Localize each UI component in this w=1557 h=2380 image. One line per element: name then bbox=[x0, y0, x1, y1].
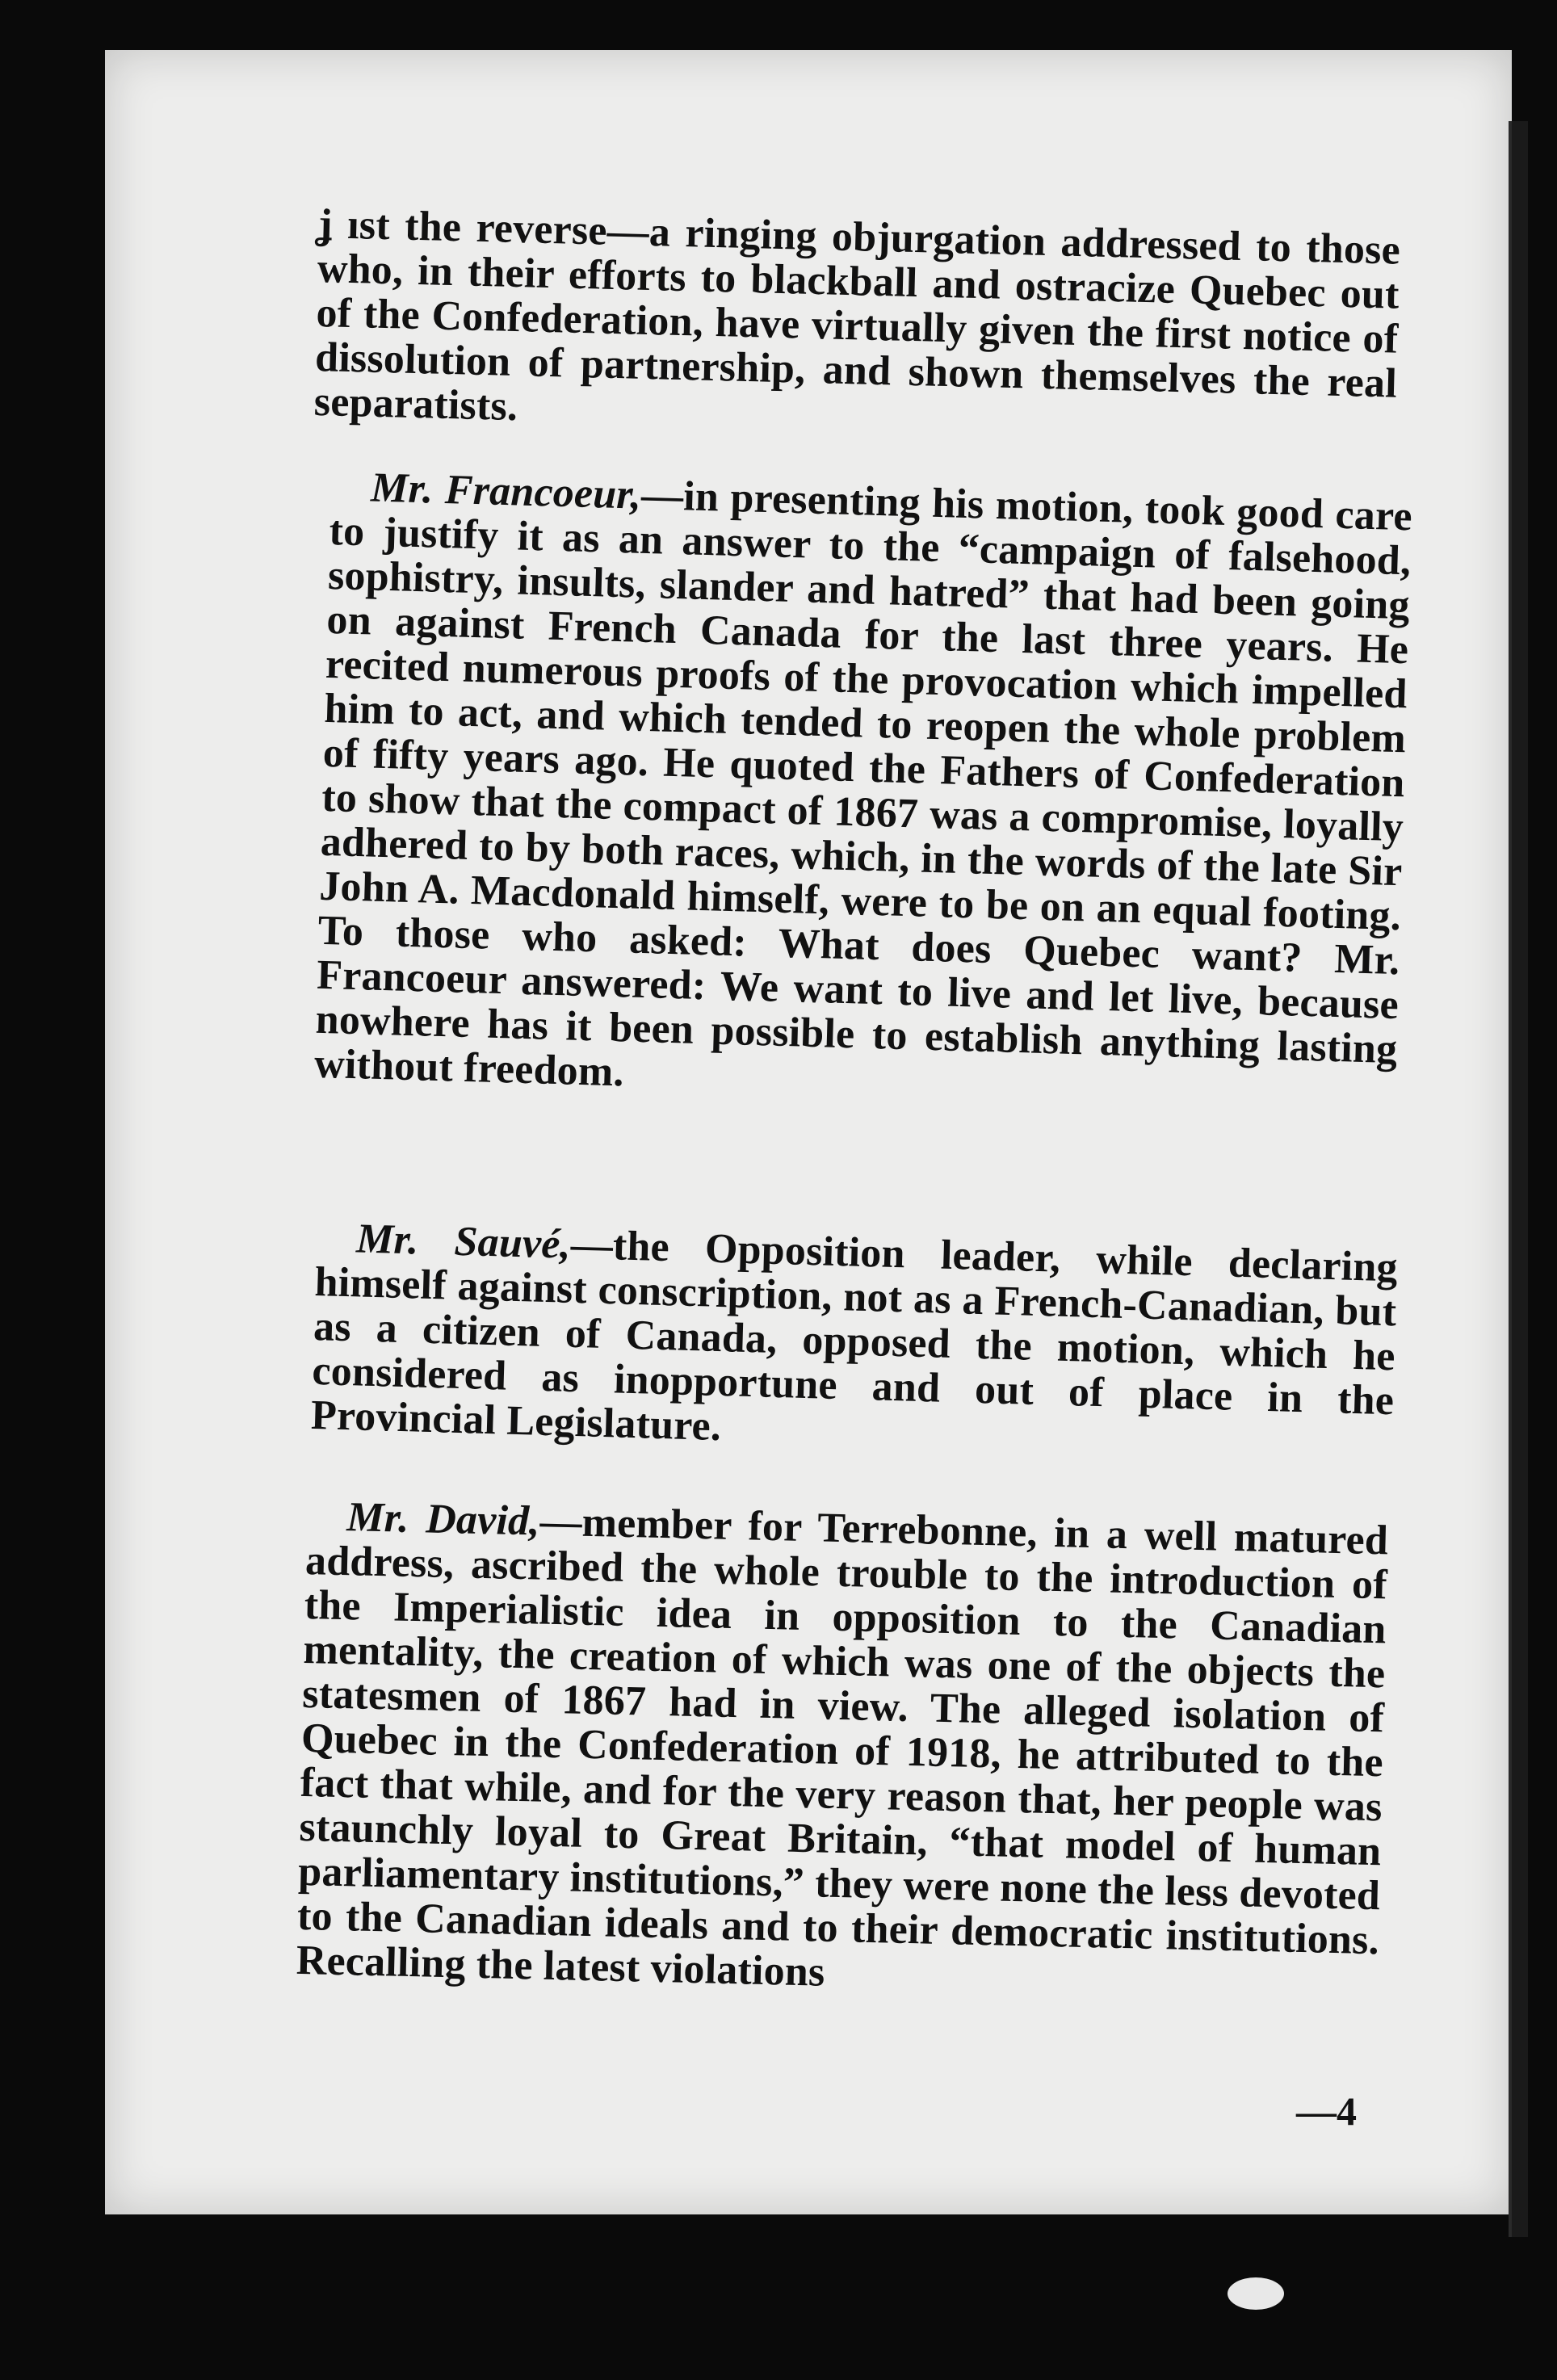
scan-artifact bbox=[1228, 2277, 1284, 2310]
page-edge bbox=[1509, 121, 1528, 2237]
paragraph-3-body bbox=[310, 1215, 1398, 1467]
paragraph-david bbox=[296, 1494, 1388, 2007]
paragraph-francoeur bbox=[314, 464, 1413, 1116]
paragraph-2-body bbox=[314, 464, 1413, 1116]
paragraph-1 bbox=[313, 202, 1400, 451]
paragraph-4-text: —member for Terrebonne, in a well matured address, ascribed the whole trouble to the introduction of the Imperialistic idea in opposition to the Canadian mentality, the creation of which was one of the objects the statesmen of 1867 had in view. The alleged isolation of Quebec in the Confederation of 1918, he attributed to the fact that while, and for the very reason that, her people was staunchly loyal to Great Britain, “that model of human parliamentary institutions,” they were none the less devoted to the Canadian ideals and to their democratic institutions. Recalling the latest violations bbox=[296, 1498, 1389, 1996]
indent-spacer bbox=[330, 500, 371, 501]
paragraph-4-body bbox=[296, 1494, 1388, 2007]
page-number: —4 bbox=[1296, 2088, 1357, 2134]
speaker-name: Mr. David, bbox=[346, 1494, 541, 1545]
paragraph-2-text: —in presenting his motion, took good care to justify it as an answer to the “campaign of falsehood, sophistry, insults, slander and hatred” that had been going on against French Canada for the last three years. He recited numerous proofs of the provocation which impelled him to act, and which tended to reopen the whole problem of fifty years ago. He quoted the Fathers of Confederation to show that the compact of 1867 was a compromise, loyally adhered to by both races, which, in the words of the late Sir John A. Macdonald himself, were to be on an equal footing. To those who asked: What does Quebec want? Mr. Francoeur answered: We want to live and let live, because nowhere has it been possible to establish anything lasting without freedom. bbox=[313, 472, 1413, 1096]
indent-spacer bbox=[316, 1251, 356, 1252]
paragraph-sauve bbox=[310, 1215, 1398, 1467]
paragraph-1-text: ʝ ıst the reverse—a ringing objurgation addressed to those who, in their efforts to blackball and ostracize Quebec out of the Confederation, have virtually given the first notice of dissolution of partnership, and shown themselves the real separatists. bbox=[313, 201, 1401, 430]
speaker-name: Mr. Francoeur, bbox=[370, 464, 642, 518]
speaker-name: Mr. Sauvé, bbox=[355, 1215, 572, 1268]
paragraph-3-text: —the Opposition leader, while declaring himself against conscription, not as a French-Canadian, but as a citizen of Canada, opposed the motion, which he considered as inopportune and out of place in the Provincial Legislature. bbox=[310, 1221, 1399, 1450]
